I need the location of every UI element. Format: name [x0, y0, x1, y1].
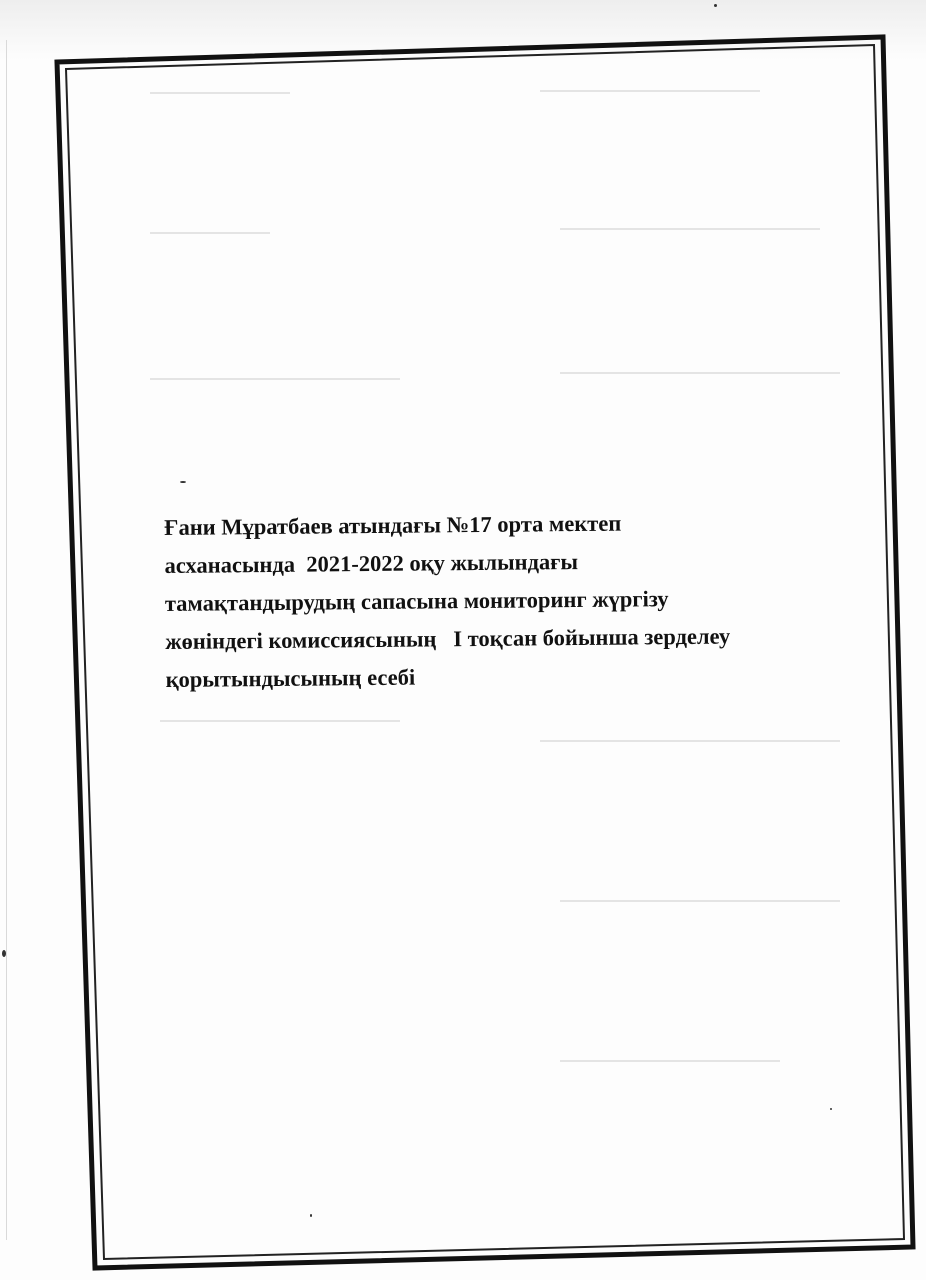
- title-line-5: қорытындысының есебі: [165, 664, 416, 692]
- title-line-4: жөніндегі комиссиясының І тоқсан бойынша зерделеу: [165, 623, 731, 654]
- show-through-mark: [560, 228, 820, 230]
- document-title: [164, 502, 866, 699]
- show-through-mark: [540, 90, 760, 92]
- show-through-mark: [150, 378, 400, 380]
- scan-speck: [310, 1214, 312, 1217]
- scan-speck: [714, 4, 717, 7]
- title-line-3: тамақтандырудың сапасына мониторинг жүргізу: [164, 586, 669, 616]
- show-through-mark: [160, 720, 400, 722]
- show-through-mark: [150, 92, 290, 94]
- show-through-mark: [560, 372, 840, 374]
- scan-speck: [2, 950, 6, 957]
- show-through-mark: [540, 740, 840, 742]
- scan-speck: [830, 1108, 832, 1110]
- title-line-2: асханасында 2021-2022 оқу жылындағы: [164, 549, 579, 578]
- show-through-mark: [560, 1060, 780, 1062]
- title-line-1: Ғани Мұратбаев атындағы №17 орта мектеп: [164, 510, 622, 540]
- show-through-mark: [150, 232, 270, 234]
- show-through-mark: [560, 900, 840, 902]
- scan-speck: [180, 481, 186, 483]
